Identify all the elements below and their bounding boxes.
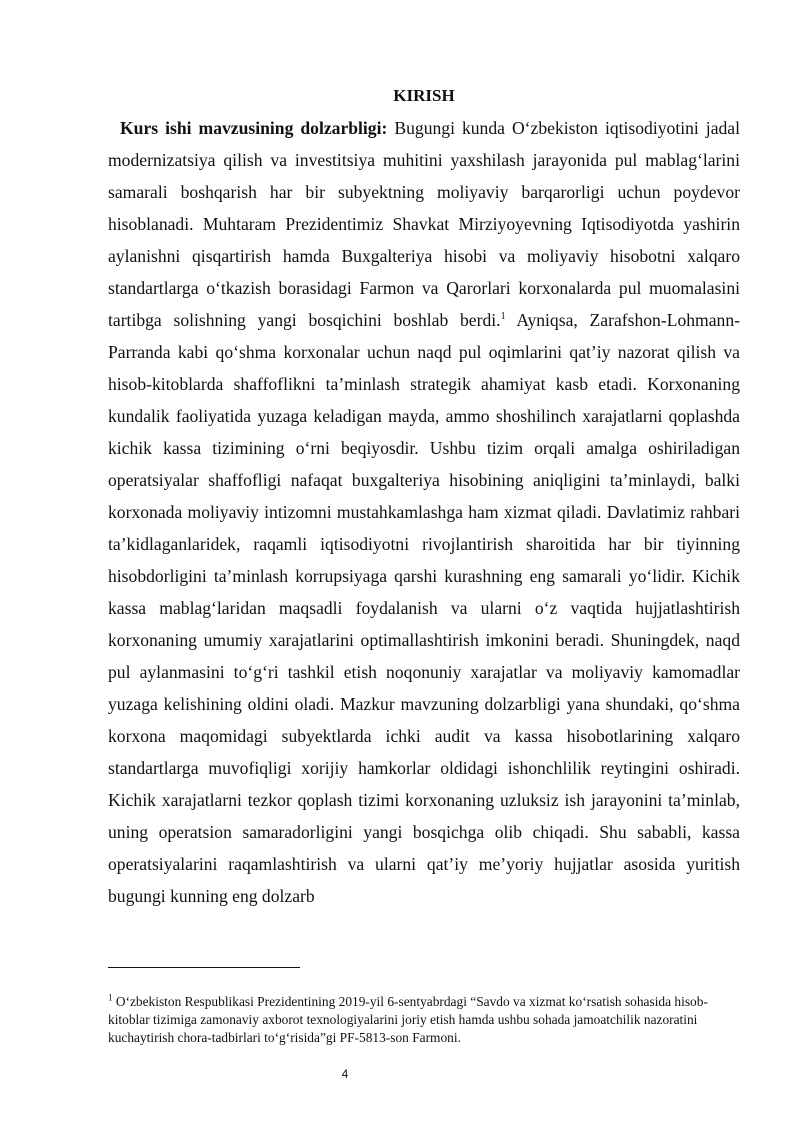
footnote-text: O‘zbekiston Respublikasi Prezidentining 2019-yil 6-sentyabrdagi “Savdo va xizmat ko‘rsatish sohasida hisob-kitoblar tizimiga zamonaviy axborot texnologiyalarini joriy etish hamda ushbu sohada jamoatchilik nazoratini kuchaytirish chora-tadbirlari to‘g‘risida”gi PF-5813-son Farmoni.: [108, 994, 708, 1045]
footnote-marker: 1: [108, 992, 113, 1003]
section-heading: KIRISH: [393, 86, 455, 105]
body-paragraph: [108, 112, 740, 912]
footnote: [108, 993, 740, 1047]
paragraph-text-part2: Ayniqsa, Zarafshon-Lohmann-Parranda kabi qo‘shma korxonalar uchun naqd pul oqimlarini qat’iy nazorat qilish va hisob-kitoblarda shaffoflikni ta’minlash strategik ahamiyat kasb etadi. Korxonaning kundalik faoliyatida yuzaga keladigan mayda, ammo shoshilinch xarajatlarni qoplashda kichik kassa tizimining o‘rni beqiyosdir. Ushbu tizim orqali amalga oshiriladigan operatsiyalar shaffofligi nafaqat buxgalteriya hisobining aniqligini ta’minlaydi, balki korxonada moliyaviy intizomni mustahkamlashga ham xizmat qiladi. Davlatimiz rahbari ta’kidlaganlaridek, raqamli iqtisodiyotni rivojlantirish sharoitida har bir tiyinning hisobdorligini ta’minlash korrupsiyaga qarshi kurashning eng samarali yo‘lidir. Kichik kassa mablag‘laridan maqsadli foydalanish va ularni o‘z vaqtida hujjatlashtirish korxonaning umumiy xarajatlarini optimallashtirish imkonini beradi. Shuningdek, naqd pul aylanmasini to‘g‘ri tashkil etish noqonuniy xarajatlar va moliyaviy kamomadlar yuzaga kelishining oldini oladi. Mazkur mavzuning dolzarbligi yana shundaki, qo‘shma korxona maqomidagi subyektlarda ichki audit va kassa hisobotlarining xalqaro standartlarga muvofiqligi xorijiy hamkorlar oldidagi ishonchlilik reytingini oshiradi. Kichik xarajatlarni tezkor qoplash tizimi korxonaning uzluksiz ish jarayonini ta’minlab, uning operatsion samaradorligini yangi bosqichga olib chiqadi. Shu sababli, kassa operatsiyalarini raqamlashtirish va ularni qat’iy me’yoriy hujjatlar asosida yuritish bugungi kunning eng dolzarb: [108, 310, 741, 906]
footnote-separator: [108, 967, 300, 968]
paragraph-text-part1: Bugungi kunda O‘zbekiston iqtisodiyotini jadal modernizatsiya qilish va investitsiya muhitini yaxshilash jarayonida pul mablag‘larini samarali boshqarish har bir subyektning moliyaviy barqarorligi uchun poydevor hisoblanadi. Muhtaram Prezidentimiz Shavkat Mirziyoyevning Iqtisodiyotda yashirin aylanishni qisqartirish hamda Buxgalteriya hisobi va moliyaviy hisobotni xalqaro standartlarga o‘tkazish borasidagi Farmon va Qarorlari korxonalarda pul muomalasini tartibga solishning yangi bosqichini boshlab berdi.: [108, 118, 740, 330]
paragraph-lead: Kurs ishi mavzusining dolzarbligi:: [120, 118, 388, 138]
footnote-reference: 1: [500, 311, 506, 323]
page-number: 4: [341, 1067, 349, 1081]
